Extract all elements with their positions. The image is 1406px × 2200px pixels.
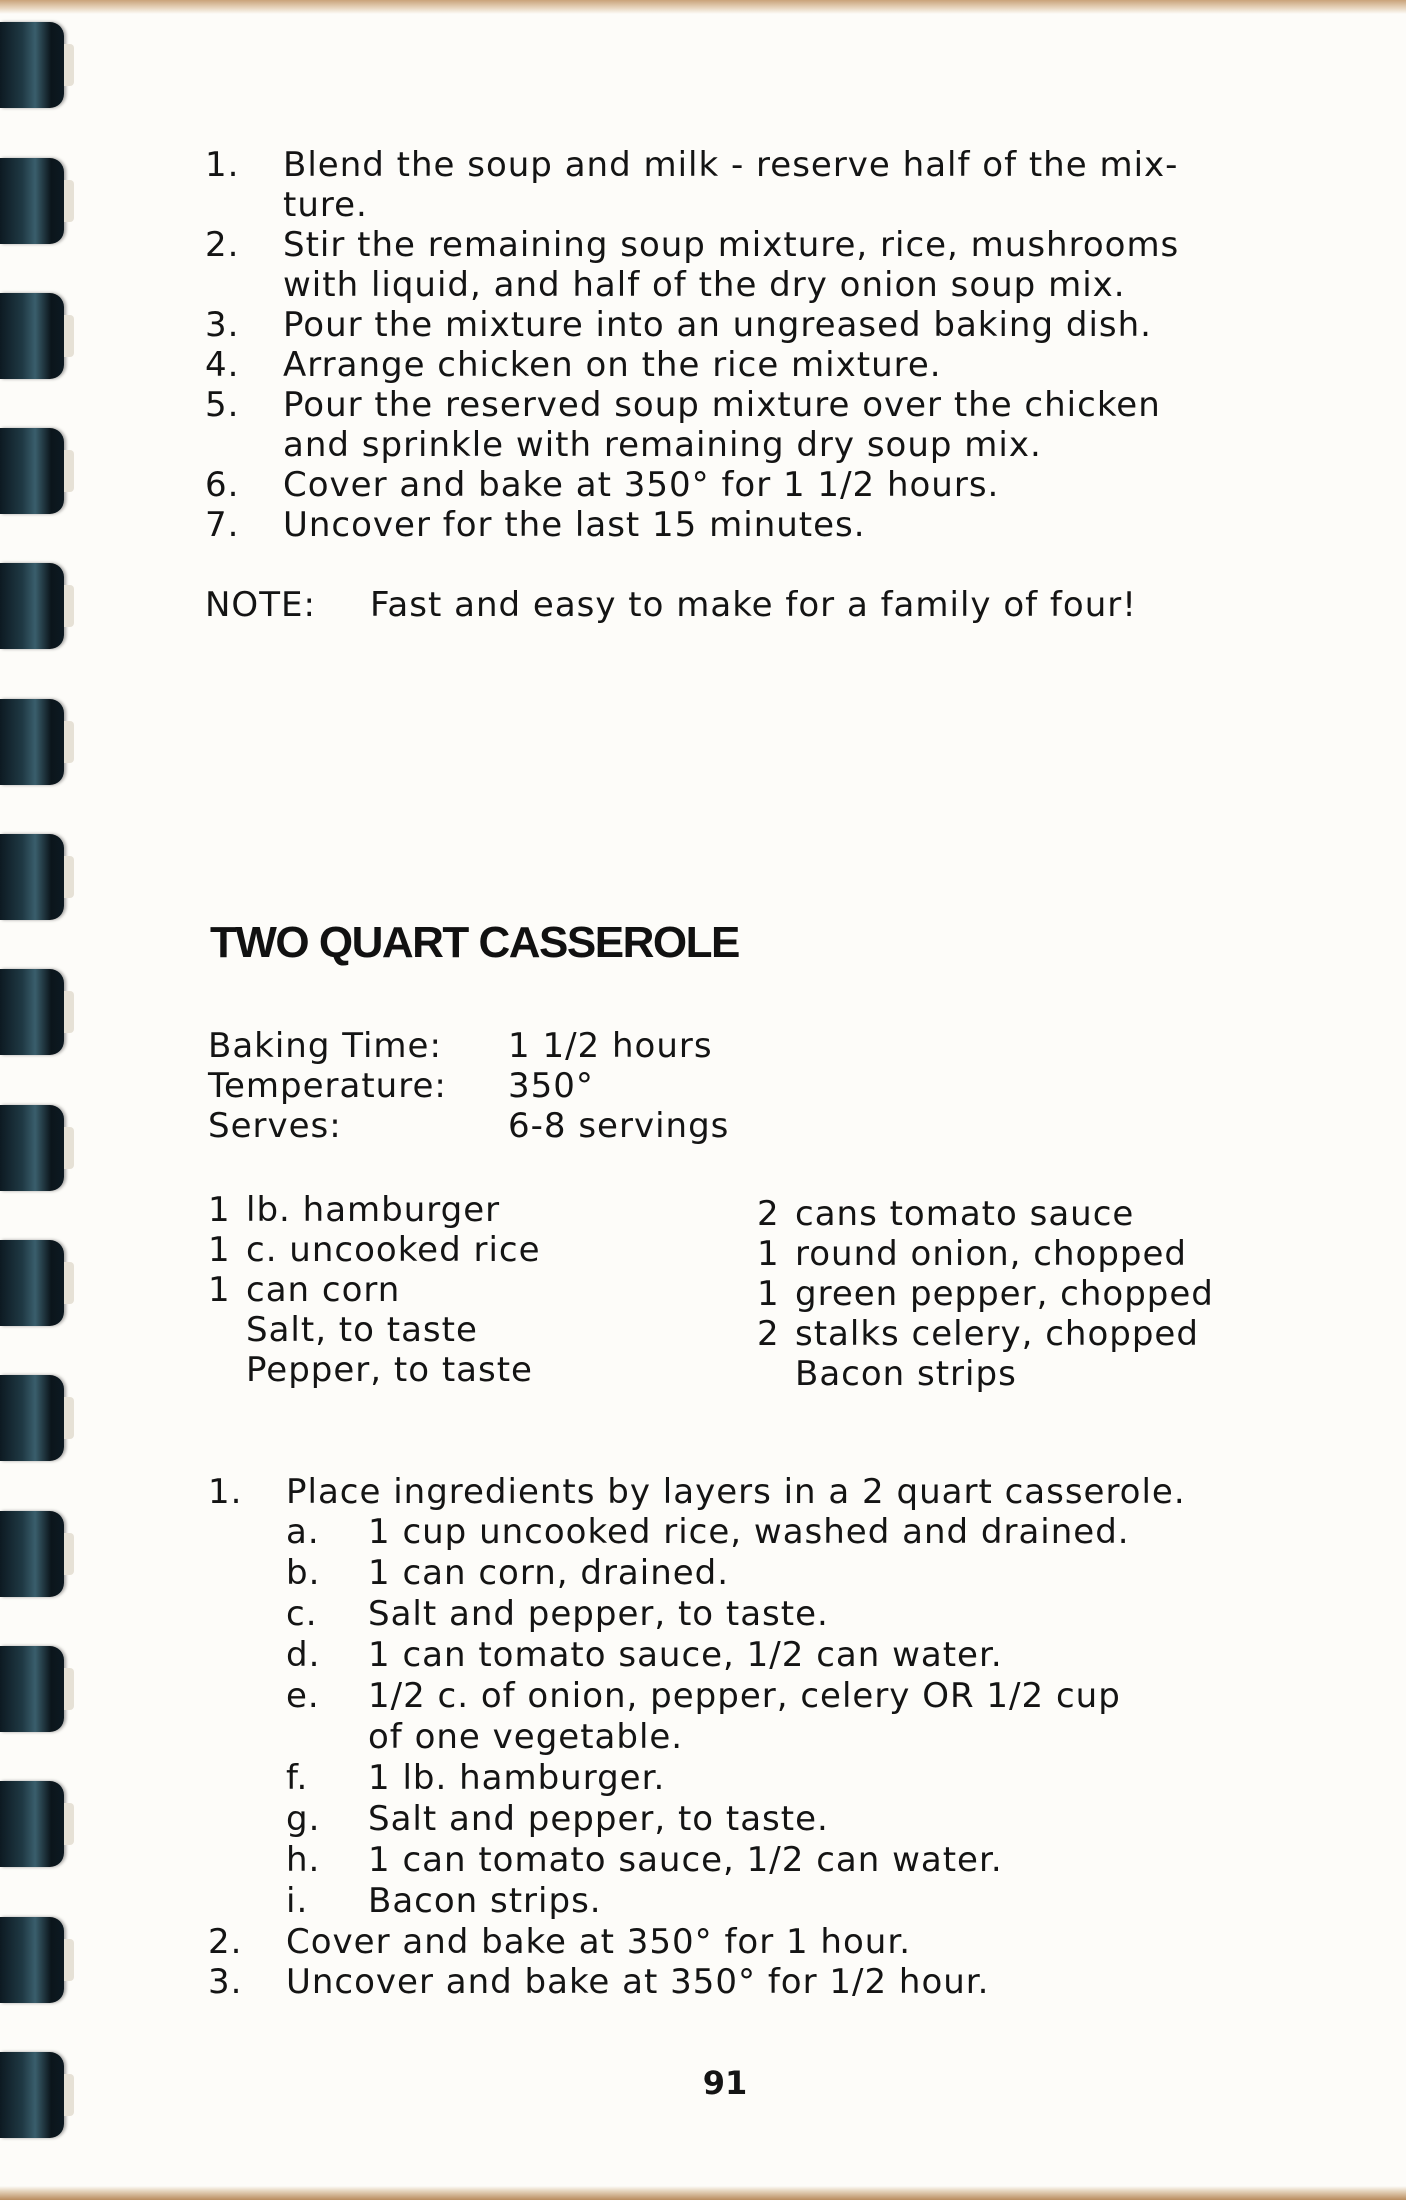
previous-recipe-steps bbox=[205, 145, 1305, 545]
direction-substep: f. 1 lb. hamburger. bbox=[286, 1758, 666, 1798]
binding-coil bbox=[0, 1781, 64, 1867]
ingredient-item: 2 stalks celery, chopped bbox=[757, 1314, 1199, 1354]
direction-substep: b. 1 can corn, drained. bbox=[286, 1553, 730, 1593]
recipe-directions bbox=[208, 1472, 1328, 2002]
info-row: Serves: 6-8 servings bbox=[208, 1106, 730, 1146]
ingredients-left-column bbox=[208, 1190, 541, 1390]
ingredient-item: 1 can corn bbox=[208, 1270, 401, 1310]
info-row: Temperature: 350° bbox=[208, 1066, 594, 1106]
recipe-info bbox=[208, 1026, 729, 1146]
ingredient-item: 1 round onion, chopped bbox=[757, 1234, 1187, 1274]
binding-coil bbox=[0, 2052, 64, 2138]
step-item: 7. Uncover for the last 15 minutes. bbox=[205, 505, 866, 545]
recipe-title: TWO QUART CASSEROLE bbox=[210, 918, 739, 967]
note-label: NOTE: bbox=[205, 585, 316, 625]
binding-coil bbox=[0, 1105, 64, 1191]
direction-substep: c. Salt and pepper, to taste. bbox=[286, 1594, 829, 1634]
step-item: 2. Stir the remaining soup mixture, rice, mushrooms with liquid, and half of the dry onion soup mix. bbox=[205, 225, 1180, 305]
note-text: Fast and easy to make for a family of four! bbox=[370, 585, 1137, 625]
binding-coil bbox=[0, 293, 64, 379]
direction-substep: h. 1 can tomato sauce, 1/2 can water. bbox=[286, 1840, 1003, 1880]
ingredient-item: 1 c. uncooked rice bbox=[208, 1230, 541, 1270]
binding-coil bbox=[0, 1240, 64, 1326]
ingredient-item: 2 cans tomato sauce bbox=[757, 1194, 1135, 1234]
binding-coil bbox=[0, 699, 64, 785]
direction-step: 1. Place ingredients by layers in a 2 quart casserole. bbox=[208, 1472, 1186, 1512]
page-top-edge bbox=[0, 0, 1406, 14]
binding-coil bbox=[0, 1375, 64, 1461]
binding-coil bbox=[0, 22, 64, 108]
info-row: Baking Time: 1 1/2 hours bbox=[208, 1026, 713, 1066]
binding-coil bbox=[0, 428, 64, 514]
direction-substep: g. Salt and pepper, to taste. bbox=[286, 1799, 829, 1839]
ingredient-item: Pepper, to taste bbox=[246, 1350, 533, 1390]
direction-substep: e. 1/2 c. of onion, pepper, celery OR 1/2 cup of one vegetable. bbox=[286, 1676, 1121, 1757]
ingredient-item: Salt, to taste bbox=[246, 1310, 478, 1350]
direction-substep: i. Bacon strips. bbox=[286, 1881, 602, 1921]
direction-substep: d. 1 can tomato sauce, 1/2 can water. bbox=[286, 1635, 1003, 1675]
step-item: 6. Cover and bake at 350° for 1 1/2 hours. bbox=[205, 465, 1000, 505]
binding-coil bbox=[0, 969, 64, 1055]
direction-substep: a. 1 cup uncooked rice, washed and drained. bbox=[286, 1512, 1130, 1552]
binding-coil bbox=[0, 1511, 64, 1597]
binding-coil bbox=[0, 1917, 64, 2003]
spiral-binding bbox=[0, 0, 80, 2200]
binding-coil bbox=[0, 834, 64, 920]
step-item: 4. Arrange chicken on the rice mixture. bbox=[205, 345, 942, 385]
page-bottom-edge bbox=[0, 2186, 1406, 2200]
direction-step: 3. Uncover and bake at 350° for 1/2 hour. bbox=[208, 1962, 990, 2002]
ingredient-item: 1 green pepper, chopped bbox=[757, 1274, 1214, 1314]
ingredients-right-column bbox=[757, 1194, 1214, 1394]
recipe-note bbox=[205, 585, 1137, 625]
page-number: 91 bbox=[702, 2064, 748, 2102]
binding-coil bbox=[0, 563, 64, 649]
step-item: 1. Blend the soup and milk - reserve half of the mix- ture. bbox=[205, 145, 1179, 225]
step-item: 5. Pour the reserved soup mixture over the chicken and sprinkle with remaining dry soup mix. bbox=[205, 385, 1161, 465]
binding-coil bbox=[0, 1646, 64, 1732]
direction-step: 2. Cover and bake at 350° for 1 hour. bbox=[208, 1922, 911, 1962]
step-item: 3. Pour the mixture into an ungreased baking dish. bbox=[205, 305, 1152, 345]
ingredient-item: 1 lb. hamburger bbox=[208, 1190, 501, 1230]
binding-coil bbox=[0, 158, 64, 244]
ingredient-item: Bacon strips bbox=[795, 1354, 1017, 1394]
